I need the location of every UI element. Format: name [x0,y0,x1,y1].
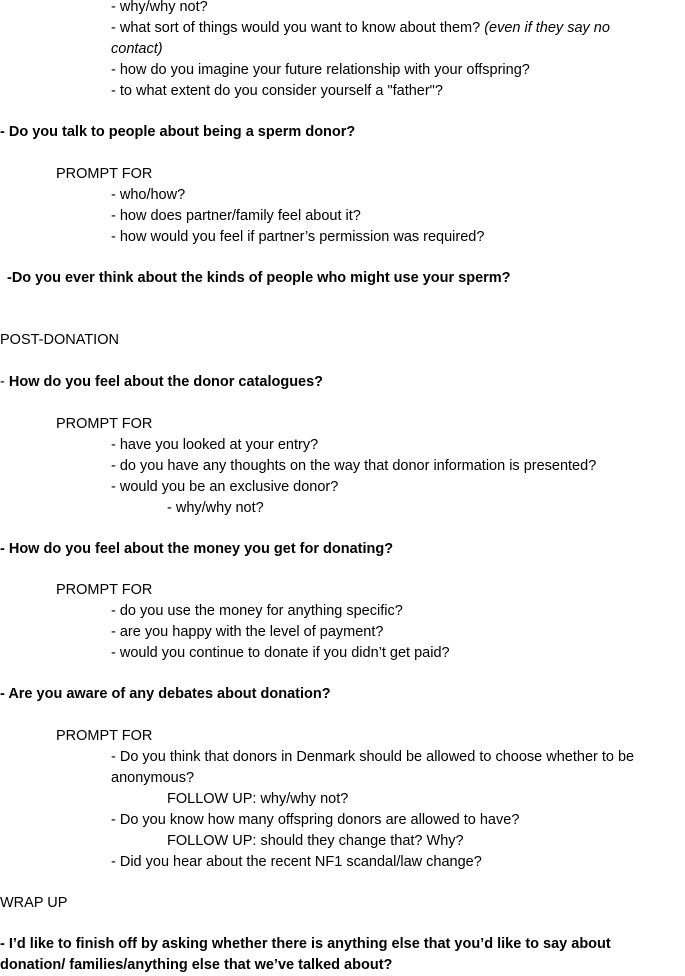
prompt-label-money: PROMPT FOR [56,582,153,598]
prompt-item: - would you continue to donate if you didn’t get paid? [111,645,450,661]
question-catalogues-dash: - [0,374,9,390]
prompt-sub-item: - why/why not? [167,500,264,516]
question-talk: - Do you talk to people about being a sperm donor? [0,124,356,140]
top-item-note-cont: contact) [111,41,163,57]
top-item-future-relationship: - how do you imagine your future relationship with your offspring? [111,62,530,78]
question-final-cont: donation/ families/anything else that we’ve talked about? [0,957,393,973]
prompt-item-offspring: - Do you know how many offspring donors are allowed to have? [111,812,520,828]
follow-up: FOLLOW UP: should they change that? Why? [167,833,464,849]
prompt-item: - have you looked at your entry? [111,437,319,453]
question-catalogues [0,372,323,393]
prompt-item-denmark: - Do you think that donors in Denmark should be allowed to choose whether to be [111,749,635,765]
section-heading-post-donation: POST-DONATION [0,332,119,348]
follow-up: FOLLOW UP: why/why not? [167,791,349,807]
prompt-item: - how does partner/family feel about it? [111,208,361,224]
top-item-what-to-know-text: - what sort of things would you want to know about them? [111,20,481,36]
top-item-father: - to what extent do you consider yourself a "father"? [111,83,443,99]
question-kinds: -Do you ever think about the kinds of people who might use your sperm? [7,270,511,286]
prompt-label-catalogues: PROMPT FOR [56,416,153,432]
prompt-item: - who/how? [111,187,186,203]
question-debates: - Are you aware of any debates about donation? [0,686,331,702]
prompt-item: - do you use the money for anything specific? [111,603,403,619]
section-heading-wrap-up: WRAP UP [0,895,68,911]
prompt-item: - do you have any thoughts on the way that donor information is presented? [111,458,597,474]
top-item-note: (even if they say no [484,20,610,36]
question-final: - I’d like to finish off by asking whether there is anything else that you’d like to say about [0,936,611,952]
prompt-label-talk: PROMPT FOR [56,166,153,182]
prompt-item: - how would you feel if partner’s permission was required? [111,229,485,245]
top-item-why: - why/why not? [111,0,208,15]
question-catalogues-text: How do you feel about the donor catalogues? [8,374,324,390]
prompt-item: - are you happy with the level of payment? [111,624,384,640]
prompt-label-debates: PROMPT FOR [56,728,153,744]
top-item-what-to-know [111,18,610,39]
prompt-item-denmark-cont: anonymous? [111,770,195,786]
prompt-item: - would you be an exclusive donor? [111,479,339,495]
prompt-item-nf1: - Did you hear about the recent NF1 scandal/law change? [111,854,482,870]
question-money: - How do you feel about the money you get for donating? [0,541,394,557]
